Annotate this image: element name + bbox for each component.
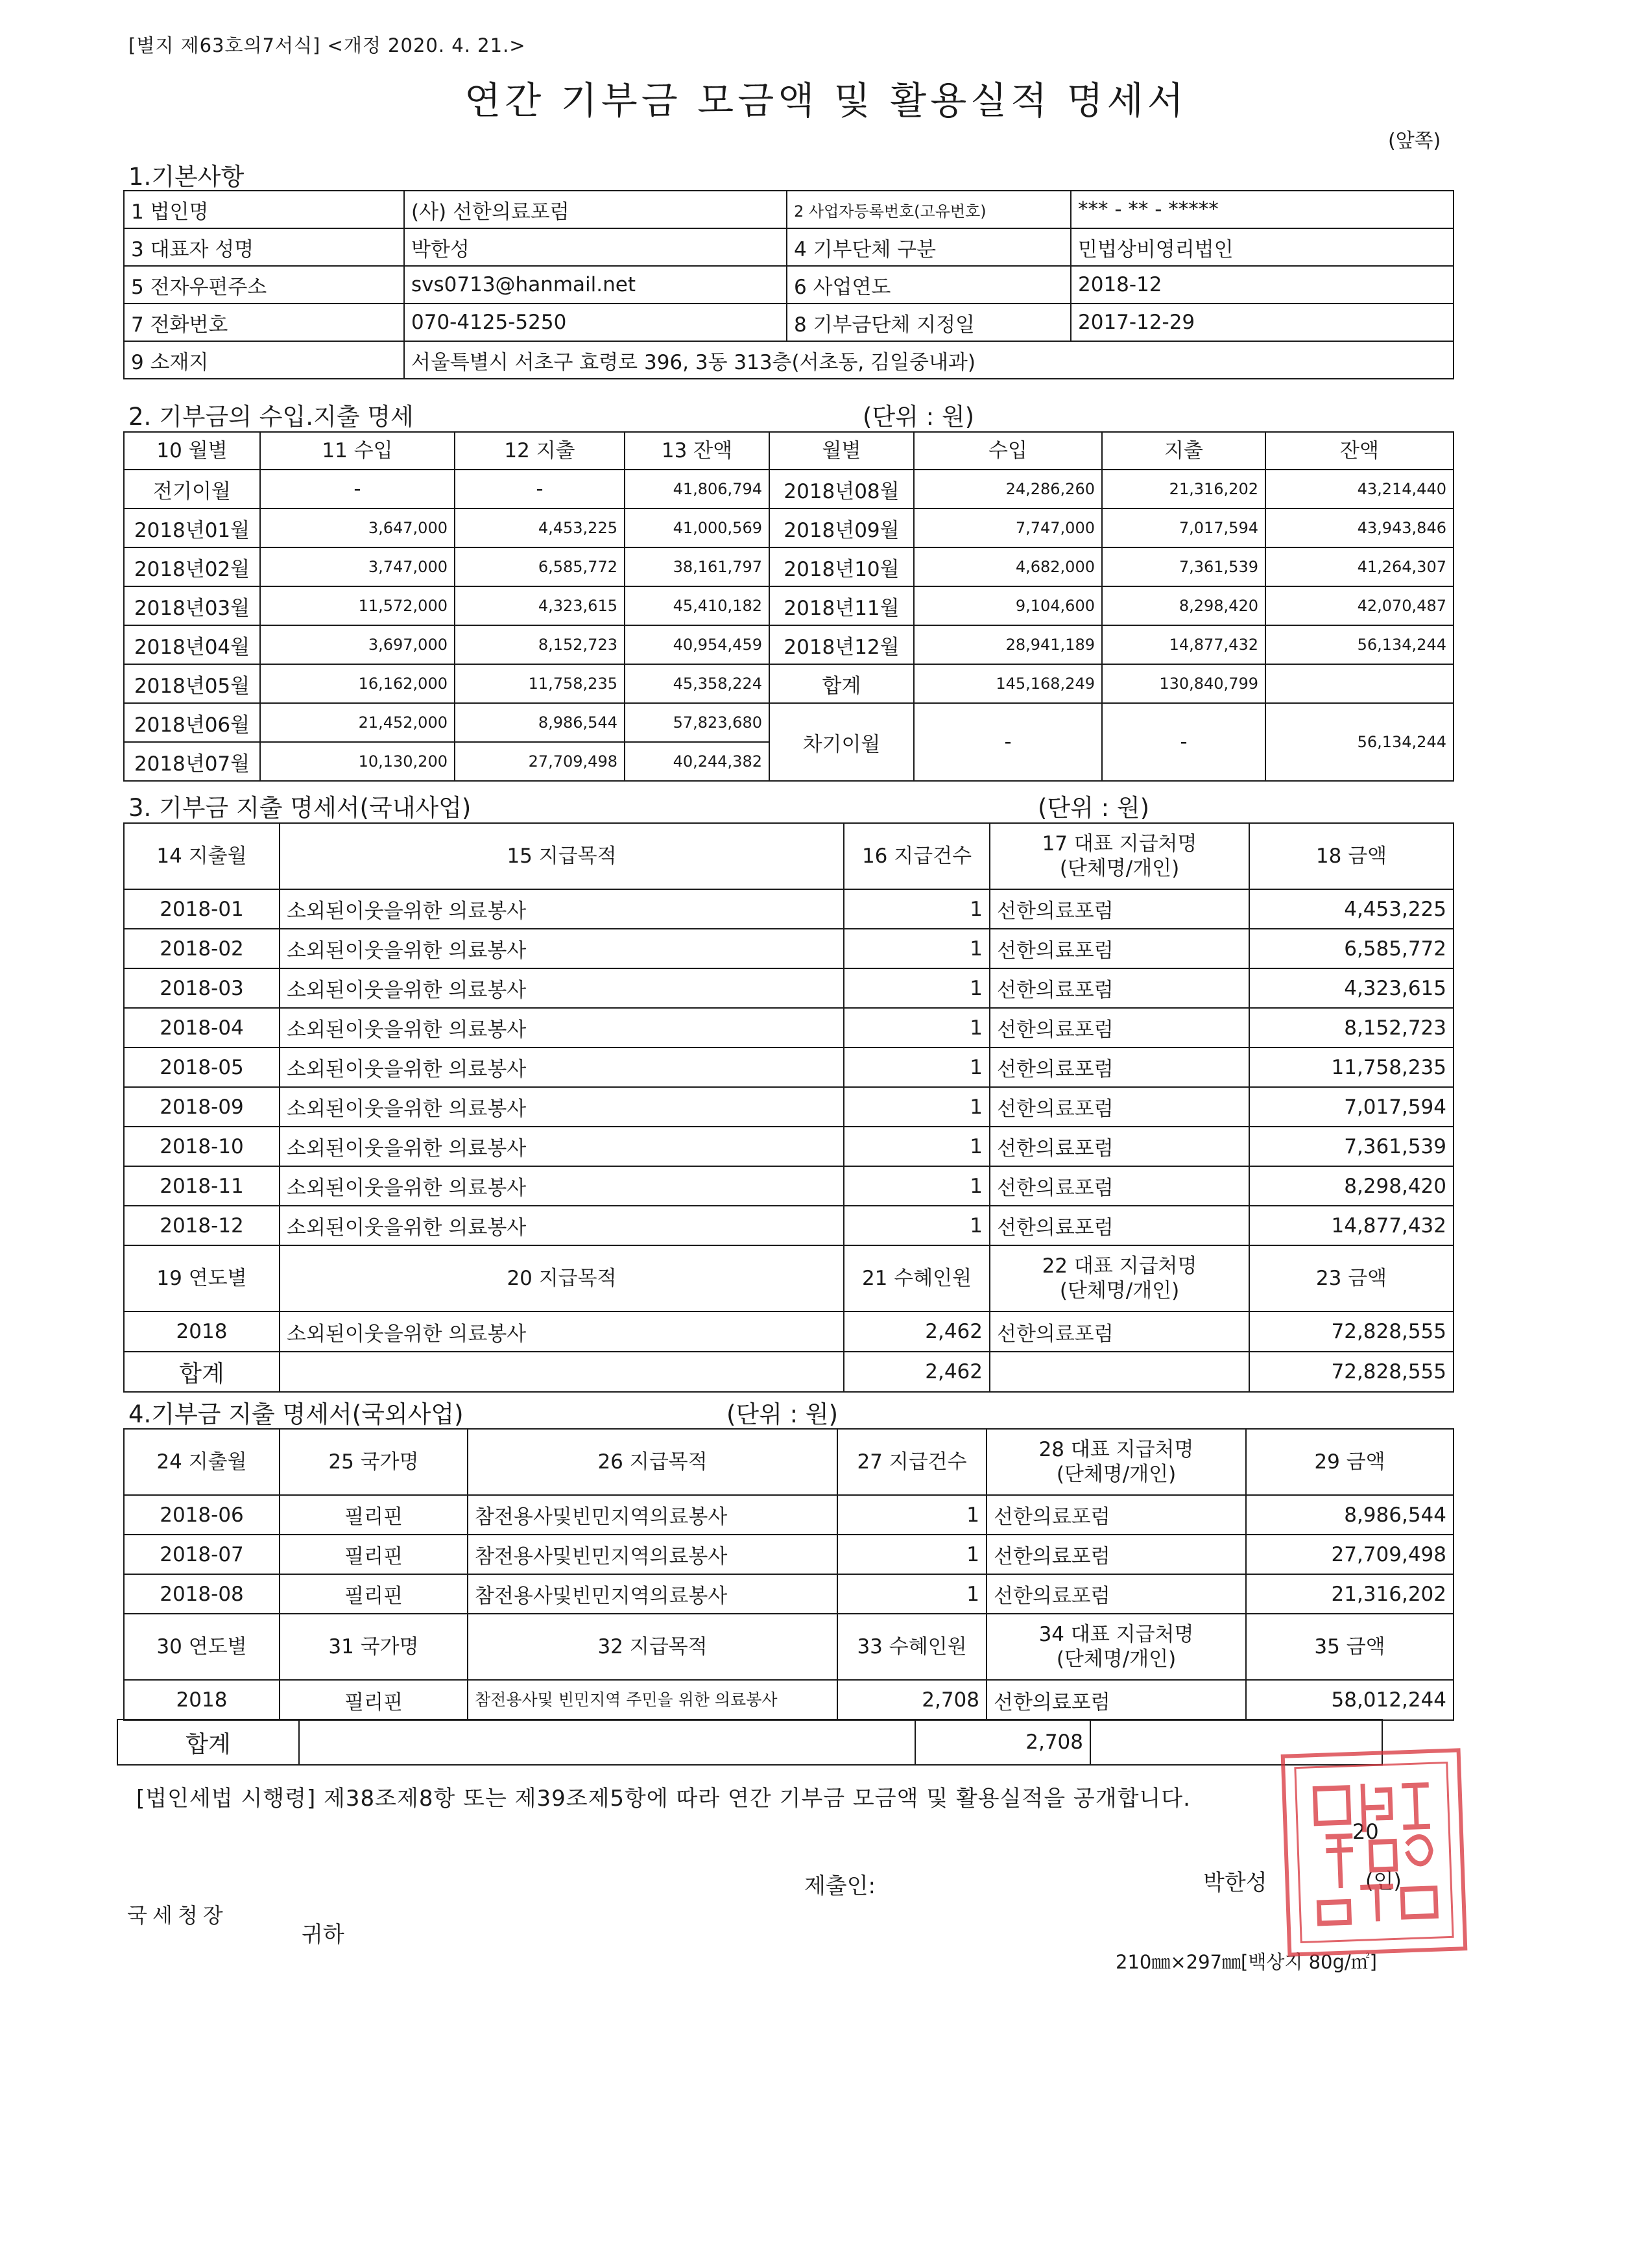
month-cell: 2018년04월: [124, 625, 260, 664]
expense-cell: 8,152,723: [455, 625, 625, 664]
purpose-cell: 소외된이웃을위한 의료봉사: [280, 1008, 844, 1048]
column-header: 32 지급목적: [468, 1614, 837, 1680]
carry-balance-cell: 56,134,244: [1265, 703, 1454, 781]
domestic-row: [124, 1048, 1454, 1087]
balance-cell: 43,214,440: [1265, 470, 1454, 509]
column-header: 16 지급건수: [844, 823, 990, 889]
purpose-cell: 참전용사및빈민지역의료봉사: [468, 1535, 837, 1574]
month-cell: 2018년10월: [769, 547, 914, 586]
amount-cell: 14,877,432: [1249, 1206, 1454, 1245]
basic-row: [124, 266, 1454, 304]
count-cell: 1: [837, 1495, 987, 1535]
recipient-cell: 선한의료포럼: [987, 1495, 1246, 1535]
column-header: 11 수입: [260, 432, 455, 470]
section-domestic-title: 3. 기부금 지출 명세서(국내사업): [128, 794, 472, 822]
foreign-table: [123, 1428, 1454, 1721]
page-title: 연간 기부금 모금액 및 활용실적 명세서: [464, 78, 1188, 123]
purpose-cell: 소외된이웃을위한 의료봉사: [280, 889, 844, 929]
month-cell: 2018년03월: [124, 586, 260, 625]
month-cell: 2018년12월: [769, 625, 914, 664]
recipient-cell: 선한의료포럼: [990, 1206, 1249, 1245]
count-cell: 1: [844, 1206, 990, 1245]
foreign-total-row: [117, 1719, 1382, 1765]
field-value: svs0713@hanmail.net: [404, 266, 787, 304]
month-cell: 2018년09월: [769, 509, 914, 547]
month-cell: 2018-10: [124, 1127, 280, 1166]
income-total-cell: 145,168,249: [914, 664, 1102, 703]
empty-cell: [990, 1352, 1249, 1392]
month-cell: 2018-11: [124, 1166, 280, 1206]
field-value: 2017-12-29: [1071, 304, 1454, 341]
foreign-header-row-2: [124, 1614, 1454, 1680]
purpose-cell: 소외된이웃을위한 의료봉사: [280, 1166, 844, 1206]
column-header: 월별: [769, 432, 914, 470]
count-cell: 1: [844, 1087, 990, 1127]
column-header: 35 금액: [1246, 1614, 1454, 1680]
income-cell: 16,162,000: [260, 664, 455, 703]
section-basic-title: 1.기본사항: [128, 163, 245, 191]
purpose-cell: 소외된이웃을위한 의료봉사: [280, 1311, 844, 1352]
expense-cell: 27,709,498: [455, 742, 625, 781]
month-cell: 2018년08월: [769, 470, 914, 509]
income-cell: 11,572,000: [260, 586, 455, 625]
expense-cell: 6,585,772: [455, 547, 625, 586]
balance-cell: 42,070,487: [1265, 586, 1454, 625]
form-number: [별지 제63호의7서식] <개정 2020. 4. 21.>: [128, 34, 526, 56]
basic-row: [124, 228, 1454, 266]
income-cell: 24,286,260: [914, 470, 1102, 509]
header-line: (단체명/개인): [1059, 1279, 1180, 1302]
year-cell: 2018: [124, 1680, 280, 1720]
recipient-cell: 선한의료포럼: [987, 1535, 1246, 1574]
count-cell: 1: [844, 1166, 990, 1206]
field-label: 4 기부단체 구분: [787, 228, 1071, 266]
income-cell: 9,104,600: [914, 586, 1102, 625]
header-line: 22 대표 지급처명: [1042, 1254, 1197, 1278]
column-header: 지출: [1102, 432, 1265, 470]
header-line: 17 대표 지급처명: [1042, 832, 1197, 856]
income-row: [124, 586, 1454, 625]
total-label: 합계: [117, 1719, 299, 1765]
month-cell: 2018-09: [124, 1087, 280, 1127]
field-value: 070-4125-5250: [404, 304, 787, 341]
domestic-header-row: [124, 823, 1454, 889]
domestic-row: [124, 968, 1454, 1008]
field-label: 5 전자우편주소: [124, 266, 404, 304]
recipient-cell: 선한의료포럼: [990, 1048, 1249, 1087]
domestic-row: [124, 1166, 1454, 1206]
field-label: 7 전화번호: [124, 304, 404, 341]
balance-cell: 45,410,182: [625, 586, 769, 625]
field-value: 박한성: [404, 228, 787, 266]
column-header: 10 월별: [124, 432, 260, 470]
column-header: 12 지출: [455, 432, 625, 470]
country-cell: 필리핀: [280, 1574, 468, 1614]
amount-cell: 8,152,723: [1249, 1008, 1454, 1048]
front-side-label: (앞쪽): [1388, 130, 1441, 152]
column-header: [987, 1429, 1246, 1495]
income-row: [124, 664, 1454, 703]
column-header: [990, 823, 1249, 889]
basic-row: [124, 341, 1454, 379]
count-cell: 1: [844, 1008, 990, 1048]
month-cell: 2018년06월: [124, 703, 260, 742]
balance-cell: 57,823,680: [625, 703, 769, 742]
income-cell: 3,647,000: [260, 509, 455, 547]
seal-inner-border: [1294, 1762, 1454, 1943]
month-cell: 2018년11월: [769, 586, 914, 625]
foreign-year-row: [124, 1680, 1454, 1720]
section-foreign-unit: (단위 : 원): [726, 1400, 839, 1428]
foreign-total-table: [117, 1719, 1383, 1766]
income-cell: -: [260, 470, 455, 509]
legal-notice: [법인세법 시행령] 제38조제8항 또는 제39조제5항에 따라 연간 기부금 모금액 및 활용실적을 공개합니다.: [136, 1786, 1191, 1812]
amount-cell: 72,828,555: [1249, 1311, 1454, 1352]
balance-cell: 41,000,569: [625, 509, 769, 547]
seal-mark: (인): [1365, 1869, 1402, 1893]
income-cell: 28,941,189: [914, 625, 1102, 664]
header-line: (단체명/개인): [1056, 1647, 1177, 1671]
income-cell: 21,452,000: [260, 703, 455, 742]
amount-cell: 27,709,498: [1246, 1535, 1454, 1574]
balance-total-cell: [1265, 664, 1454, 703]
carry-expense-cell: -: [1102, 703, 1265, 781]
purpose-cell: 소외된이웃을위한 의료봉사: [280, 929, 844, 968]
field-value: (사) 선한의료포럼: [404, 191, 787, 228]
expense-cell: 8,986,544: [455, 703, 625, 742]
balance-cell: 41,264,307: [1265, 547, 1454, 586]
purpose-cell: 소외된이웃을위한 의료봉사: [280, 1127, 844, 1166]
balance-cell: 38,161,797: [625, 547, 769, 586]
header-line: 34 대표 지급처명: [1038, 1623, 1194, 1646]
total-beneficiaries: 2,708: [915, 1719, 1090, 1765]
expense-cell: 7,017,594: [1102, 509, 1265, 547]
count-cell: 1: [837, 1535, 987, 1574]
recipient-cell: 선한의료포럼: [987, 1574, 1246, 1614]
section-income-unit: (단위 : 원): [863, 403, 975, 431]
domestic-row: [124, 889, 1454, 929]
column-header: 15 지급목적: [280, 823, 844, 889]
amount-cell: 11,758,235: [1249, 1048, 1454, 1087]
header-line: (단체명/개인): [1056, 1463, 1177, 1486]
income-row: [124, 470, 1454, 509]
income-table: [123, 431, 1454, 782]
month-cell: 2018-05: [124, 1048, 280, 1087]
balance-cell: 40,244,382: [625, 742, 769, 781]
field-label: 3 대표자 성명: [124, 228, 404, 266]
income-row: [124, 625, 1454, 664]
column-header: 29 금액: [1246, 1429, 1454, 1495]
section-domestic-unit: (단위 : 원): [1038, 794, 1150, 822]
purpose-cell: 참전용사및 빈민지역 주민을 위한 의료봉사: [468, 1680, 837, 1720]
foreign-row: [124, 1574, 1454, 1614]
total-amount: 72,828,555: [1249, 1352, 1454, 1392]
domestic-row: [124, 1206, 1454, 1245]
carry-income-cell: -: [914, 703, 1102, 781]
basic-row: [124, 304, 1454, 341]
submit-date: 20: [1352, 1819, 1379, 1844]
column-header: 19 연도별: [124, 1245, 280, 1311]
recipient-cell: 선한의료포럼: [990, 1087, 1249, 1127]
expense-cell: 4,323,615: [455, 586, 625, 625]
recipient-cell: 선한의료포럼: [990, 889, 1249, 929]
month-cell: 2018-04: [124, 1008, 280, 1048]
month-cell: 2018년01월: [124, 509, 260, 547]
domestic-total-row: [124, 1352, 1454, 1392]
field-value: *** - ** - *****: [1071, 191, 1454, 228]
column-header: 21 수혜인원: [844, 1245, 990, 1311]
recipient-cell: 선한의료포럼: [990, 1127, 1249, 1166]
amount-cell: 7,361,539: [1249, 1127, 1454, 1166]
carry-label-cell: 차기이월: [769, 703, 914, 781]
amount-cell: 7,017,594: [1249, 1087, 1454, 1127]
paper-spec: 210㎜×297㎜[백상지 80g/㎡]: [1116, 1951, 1377, 1973]
count-cell: 1: [844, 1127, 990, 1166]
column-header: 30 연도별: [124, 1614, 280, 1680]
field-value: 2018-12: [1071, 266, 1454, 304]
month-cell: 2018-12: [124, 1206, 280, 1245]
column-header: [987, 1614, 1246, 1680]
month-cell: 2018-01: [124, 889, 280, 929]
amount-cell: 58,012,244: [1246, 1680, 1454, 1720]
column-header: 18 금액: [1249, 823, 1454, 889]
purpose-cell: 참전용사및빈민지역의료봉사: [468, 1574, 837, 1614]
income-header-row: [124, 432, 1454, 470]
field-label: 9 소재지: [124, 341, 404, 379]
column-header: 13 잔액: [625, 432, 769, 470]
purpose-cell: 참전용사및빈민지역의료봉사: [468, 1495, 837, 1535]
recipient-cell: 선한의료포럼: [990, 929, 1249, 968]
header-line: (단체명/개인): [1059, 857, 1180, 880]
seal-glyphs-icon: [1296, 1764, 1452, 1941]
purpose-cell: 소외된이웃을위한 의료봉사: [280, 1087, 844, 1127]
header-line: 28 대표 지급처명: [1038, 1438, 1194, 1461]
section-foreign-title: 4.기부금 지출 명세서(국외사업): [128, 1400, 464, 1428]
expense-total-cell: 130,840,799: [1102, 664, 1265, 703]
column-header: 25 국가명: [280, 1429, 468, 1495]
month-cell: 2018-06: [124, 1495, 280, 1535]
balance-cell: 40,954,459: [625, 625, 769, 664]
domestic-row: [124, 929, 1454, 968]
column-header: 수입: [914, 432, 1102, 470]
column-header: [990, 1245, 1249, 1311]
empty-cell: [299, 1719, 915, 1765]
total-beneficiaries: 2,462: [844, 1352, 990, 1392]
expense-cell: 4,453,225: [455, 509, 625, 547]
count-cell: 1: [844, 929, 990, 968]
recipient-cell: 선한의료포럼: [987, 1680, 1246, 1720]
income-cell: 7,747,000: [914, 509, 1102, 547]
country-cell: 필리핀: [280, 1535, 468, 1574]
section-income-title: 2. 기부금의 수입.지출 명세: [128, 403, 414, 431]
balance-cell: 43,943,846: [1265, 509, 1454, 547]
amount-cell: 8,986,544: [1246, 1495, 1454, 1535]
domestic-row: [124, 1008, 1454, 1048]
count-cell: 1: [844, 968, 990, 1008]
count-cell: 1: [844, 1048, 990, 1087]
month-cell: 2018년07월: [124, 742, 260, 781]
month-cell: 2018-08: [124, 1574, 280, 1614]
address-value: 서울특별시 서초구 효령로 396, 3동 313층(서초동, 김일중내과): [404, 341, 1454, 379]
expense-cell: 7,361,539: [1102, 547, 1265, 586]
expense-cell: 11,758,235: [455, 664, 625, 703]
field-label: 6 사업연도: [787, 266, 1071, 304]
foreign-header-row: [124, 1429, 1454, 1495]
count-cell: 1: [837, 1574, 987, 1614]
empty-cell: [280, 1352, 844, 1392]
domestic-header-row-2: [124, 1245, 1454, 1311]
country-cell: 필리핀: [280, 1680, 468, 1720]
amount-cell: 6,585,772: [1249, 929, 1454, 968]
balance-cell: 41,806,794: [625, 470, 769, 509]
month-cell: 2018년02월: [124, 547, 260, 586]
income-cell: 3,747,000: [260, 547, 455, 586]
domestic-table: [123, 822, 1454, 1393]
total-label: 합계: [124, 1352, 280, 1392]
recipient-cell: 선한의료포럼: [990, 1311, 1249, 1352]
column-header: 14 지출월: [124, 823, 280, 889]
column-header: 잔액: [1265, 432, 1454, 470]
column-header: 27 지급건수: [837, 1429, 987, 1495]
amount-cell: 4,323,615: [1249, 968, 1454, 1008]
purpose-cell: 소외된이웃을위한 의료봉사: [280, 968, 844, 1008]
amount-cell: 8,298,420: [1249, 1166, 1454, 1206]
domestic-year-row: [124, 1311, 1454, 1352]
total-label-cell: 합계: [769, 664, 914, 703]
column-header: 24 지출월: [124, 1429, 280, 1495]
field-label: 8 기부금단체 지정일: [787, 304, 1071, 341]
purpose-cell: 소외된이웃을위한 의료봉사: [280, 1048, 844, 1087]
count-cell: 1: [844, 889, 990, 929]
purpose-cell: 소외된이웃을위한 의료봉사: [280, 1206, 844, 1245]
income-cell: 4,682,000: [914, 547, 1102, 586]
recipient-suffix: 귀하: [302, 1922, 344, 1948]
balance-cell: 45,358,224: [625, 664, 769, 703]
income-row: [124, 703, 1454, 742]
amount-cell: 4,453,225: [1249, 889, 1454, 929]
official-seal-stamp: [1281, 1748, 1468, 1956]
domestic-row: [124, 1127, 1454, 1166]
recipient-office: 국세청장: [127, 1903, 228, 1928]
income-cell: 3,697,000: [260, 625, 455, 664]
recipient-cell: 선한의료포럼: [990, 1008, 1249, 1048]
month-cell: 전기이월: [124, 470, 260, 509]
month-cell: 2018년05월: [124, 664, 260, 703]
domestic-row: [124, 1087, 1454, 1127]
field-value: 민법상비영리법인: [1071, 228, 1454, 266]
submitter-label: 제출인:: [804, 1873, 876, 1899]
submitter-name: 박한성: [1203, 1870, 1267, 1896]
year-cell: 2018: [124, 1311, 280, 1352]
basic-row: [124, 191, 1454, 228]
month-cell: 2018-07: [124, 1535, 280, 1574]
expense-cell: 21,316,202: [1102, 470, 1265, 509]
income-cell: 10,130,200: [260, 742, 455, 781]
recipient-cell: 선한의료포럼: [990, 968, 1249, 1008]
balance-cell: 56,134,244: [1265, 625, 1454, 664]
country-cell: 필리핀: [280, 1495, 468, 1535]
column-header: 20 지급목적: [280, 1245, 844, 1311]
column-header: 23 금액: [1249, 1245, 1454, 1311]
column-header: 33 수혜인원: [837, 1614, 987, 1680]
month-cell: 2018-02: [124, 929, 280, 968]
expense-cell: -: [455, 470, 625, 509]
column-header: 26 지급목적: [468, 1429, 837, 1495]
expense-cell: 14,877,432: [1102, 625, 1265, 664]
beneficiaries-cell: 2,462: [844, 1311, 990, 1352]
beneficiaries-cell: 2,708: [837, 1680, 987, 1720]
foreign-row: [124, 1495, 1454, 1535]
expense-cell: 8,298,420: [1102, 586, 1265, 625]
field-label: 2 사업자등록번호(고유번호): [787, 191, 1071, 228]
field-label: 1 법인명: [124, 191, 404, 228]
income-row: [124, 547, 1454, 586]
basic-info-table: [123, 190, 1454, 379]
recipient-cell: 선한의료포럼: [990, 1166, 1249, 1206]
column-header: 31 국가명: [280, 1614, 468, 1680]
income-row: [124, 509, 1454, 547]
foreign-row: [124, 1535, 1454, 1574]
amount-cell: 21,316,202: [1246, 1574, 1454, 1614]
month-cell: 2018-03: [124, 968, 280, 1008]
